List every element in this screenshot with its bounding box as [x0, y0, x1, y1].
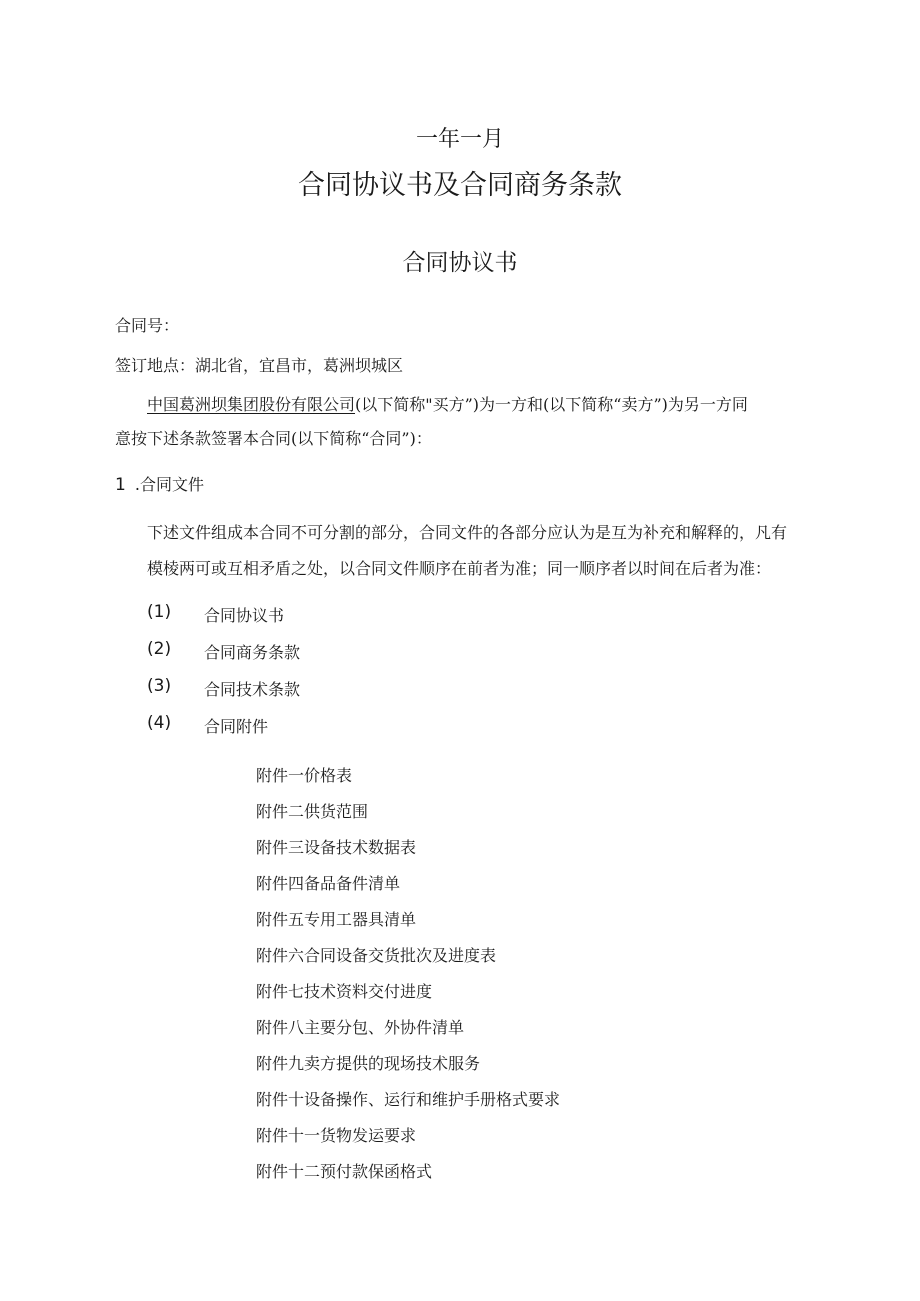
contract-number-label: 合同号：: [115, 316, 180, 335]
attachment-item: 附件二供货范围: [256, 802, 369, 821]
attachment-item: 附件七技术资料交付进度: [256, 982, 433, 1001]
document-item-number: (3): [147, 676, 172, 696]
signing-place: 签订地点：湖北省，宜昌市，葛洲坝城区: [115, 356, 404, 375]
section-1-title: .合同文件: [134, 475, 205, 494]
attachment-item: 附件十二预付款保函格式: [256, 1162, 433, 1181]
attachment-item: 附件三设备技术数据表: [256, 838, 417, 857]
document-title: 合同协议书及合同商务条款: [298, 170, 622, 201]
document-item-number: (4): [147, 713, 172, 733]
attachment-item: 附件八主要分包、外协件清单: [256, 1018, 465, 1037]
document-item-label: 合同协议书: [204, 606, 285, 625]
document-item-label: 合同附件: [204, 717, 269, 736]
document-item-number: (2): [147, 639, 172, 659]
date-line: 一年一月: [415, 127, 504, 152]
attachment-item: 附件一价格表: [256, 766, 353, 785]
attachment-item: 附件四备品备件清单: [256, 874, 401, 893]
attachment-item: 附件九卖方提供的现场技术服务: [256, 1054, 481, 1073]
section-1-paragraph-line-1: 下述文件组成本合同不可分割的部分，合同文件的各部分应认为是互为补充和解释的，凡有: [147, 523, 788, 542]
attachment-item: 附件十设备操作、运行和维护手册格式要求: [256, 1090, 561, 1109]
section-title: 合同协议书: [402, 250, 518, 276]
attachment-item: 附件六合同设备交货批次及进度表: [256, 946, 497, 965]
section-1-number: 1: [115, 475, 126, 495]
buyer-company-name: 中国葛洲坝集团股份有限公司: [147, 395, 356, 414]
section-1-heading: [115, 472, 204, 495]
intro-line-2: 意按下述条款签署本合同(以下简称“合同”)：: [115, 429, 432, 448]
section-1-paragraph-line-2: 模棱两可或互相矛盾之处，以合同文件顺序在前者为准；同一顺序者以时间在后者为准：: [147, 559, 772, 578]
intro-line-1-rest: (以下简称"买方”)为一方和(以下简称“卖方”)为另一方同: [355, 395, 748, 414]
attachment-item: 附件五专用工器具清单: [256, 910, 417, 929]
intro-line-1: [147, 392, 748, 415]
attachment-item: 附件十一货物发运要求: [256, 1126, 417, 1145]
document-item-label: 合同商务条款: [204, 643, 301, 662]
document-item-number: (1): [147, 602, 172, 622]
document-item-label: 合同技术条款: [204, 680, 301, 699]
